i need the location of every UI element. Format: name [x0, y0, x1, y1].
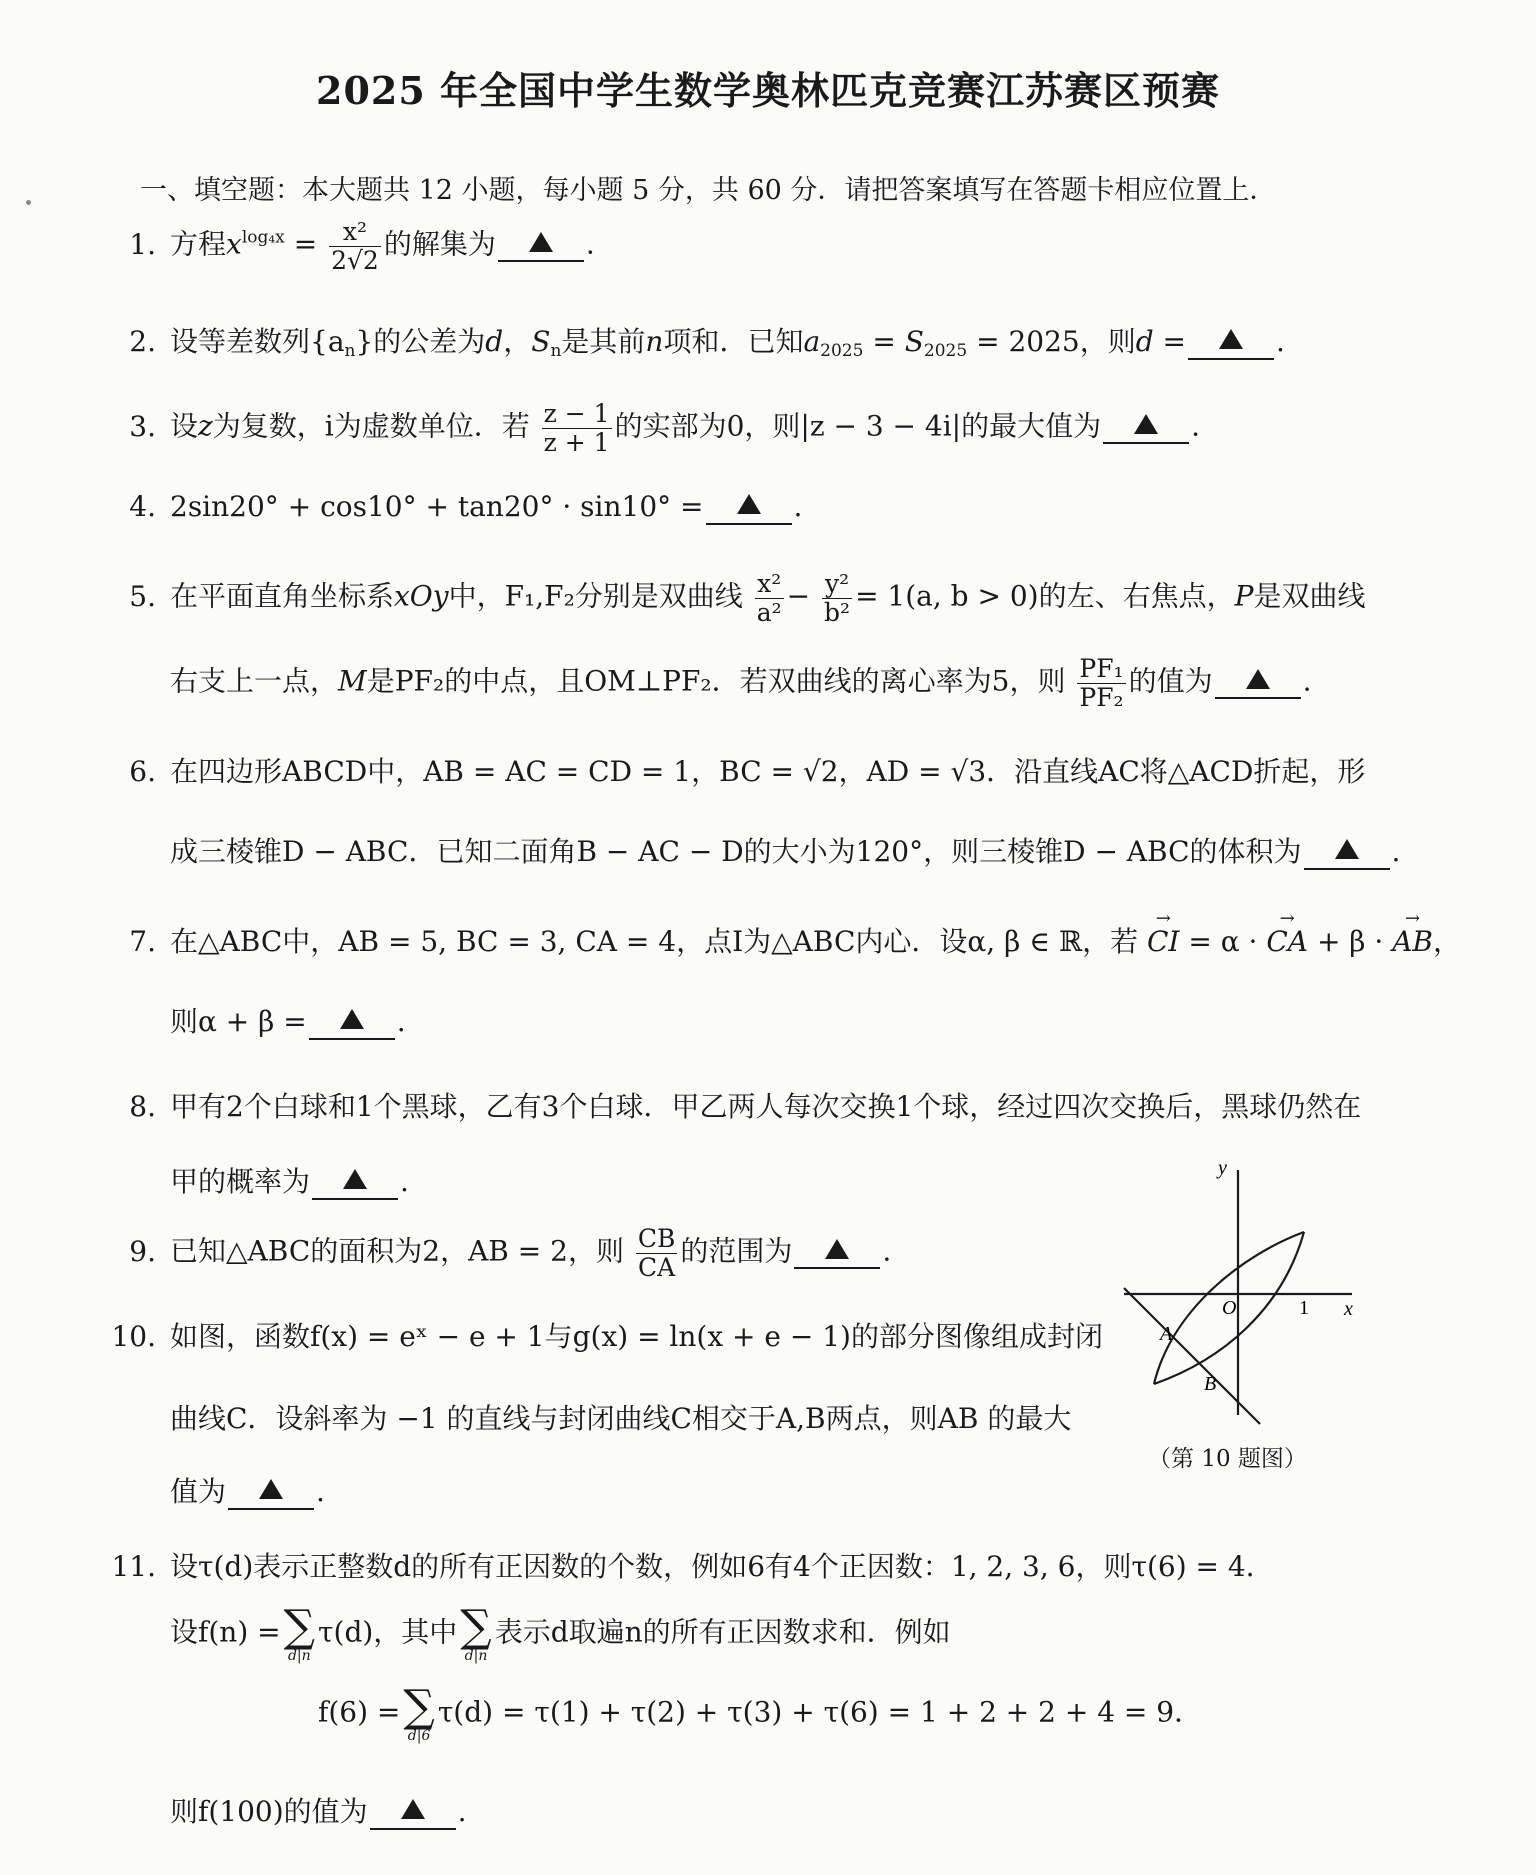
fraction: $\frac{\text{x²}}{\text{a²}}$ [756, 569, 782, 627]
question-7-line-2: 则α + β = . [170, 1005, 406, 1038]
triangle-icon [343, 1169, 367, 1189]
answer-blank[interactable] [228, 1477, 314, 1510]
question-2: 2. 设等差数列$\{a_n\}$的公差为d，$S_n$是其前n项和．已知$a_{2025} = S_{2025} = 2025$，则d = . [100, 320, 1285, 361]
fraction: $\frac{\text{x²}}{2√2}$ [331, 217, 379, 275]
question-5: 5. 在平面直角坐标系xOy中，F₁,F₂分别是双曲线 $\frac{\text{x²}}{\text{a²}}$ − $\frac{\text{y²}}{\text{b²}}$ = 1(a, b > 0)的左、右焦点，P是双曲线 [100, 570, 1365, 626]
question-10-figure [1112, 1160, 1372, 1430]
sum-symbol: ∑ d|n [283, 1601, 316, 1664]
answer-blank[interactable] [706, 492, 792, 525]
question-10: 10. 如图，函数f(x) = eˣ − e + 1与g(x) = ln(x + e − 1)的部分图像组成封闭 [100, 1315, 1103, 1355]
question-number: 5. [129, 579, 156, 613]
question-11-line-2: 设f(n) = ∑ d|n τ(d)，其中 ∑ d|n 表示d取遍n的所有正因数求和．例如 [170, 1601, 951, 1664]
sum-symbol: ∑ d|n [460, 1601, 492, 1664]
label-one: 1 [1299, 1297, 1309, 1319]
question-4: 4. 2sin20° + cos10° + tan20° · sin10° = . [100, 490, 802, 525]
page-title: 2025 年全国中学生数学奥林匹克竞赛江苏赛区预赛 [316, 68, 1220, 113]
triangle-icon [1246, 669, 1270, 689]
question-6: 6. 在四边形ABCD中，AB = AC = CD = 1，BC = √2，AD = √3．沿直线AC将△ACD折起，形 [100, 750, 1365, 790]
answer-blank[interactable] [309, 1007, 395, 1040]
line-slope-minus-one [1124, 1288, 1260, 1424]
fraction: $\frac{z - 1}{z + 1}$ [543, 399, 610, 457]
question-8: 8. 甲有2个白球和1个黑球，乙有3个白球．甲乙两人每次交换1个球，经过四次交换后，黑球仍然在 [100, 1085, 1361, 1125]
question-11-line-4: 则f(100)的值为 . [170, 1795, 467, 1828]
question-number: 2. [129, 325, 156, 358]
question-number: 7. [129, 925, 156, 958]
question-11-line-3: f(6) = ∑ d|6 τ(d) = τ(1) + τ(2) + τ(3) + τ(6) = 1 + 2 + 2 + 4 = 9． [318, 1681, 1203, 1744]
question-number: 11. [111, 1550, 156, 1583]
question-10-line-2: 曲线C．设斜率为 −1 的直线与封闭曲线C相交于A,B两点，则AB 的最大 [170, 1402, 1072, 1435]
question-number: 3. [129, 409, 156, 443]
label-y: y [1218, 1160, 1227, 1179]
fraction: $\frac{\text{PF₁}}{\text{PF₂}}$ [1079, 654, 1124, 712]
question-11: 11. 设τ(d)表示正整数d的所有正因数的个数，例如6有4个正因数：1, 2, 3, 6，则τ(6) = 4． [100, 1545, 1274, 1585]
answer-blank[interactable] [498, 230, 584, 263]
triangle-icon [529, 232, 553, 252]
question-1: 1. 方程$x^{log_4x}$ = $\frac{\text{x²}}{2√2}$ 的解集为 . [100, 218, 595, 274]
triangle-icon [1134, 414, 1158, 434]
answer-blank[interactable] [1304, 837, 1390, 870]
question-number: 9. [129, 1234, 156, 1268]
label-x: x [1344, 1298, 1353, 1320]
fraction: $\frac{CB}{CA}$ [637, 1224, 676, 1282]
triangle-icon [340, 1009, 364, 1029]
answer-blank[interactable] [1103, 412, 1189, 445]
sum-symbol: ∑ d|6 [403, 1681, 435, 1744]
label-B: B [1204, 1373, 1217, 1395]
question-8-line-2: 甲的概率为 . [170, 1165, 409, 1198]
section-heading: 一、填空题：本大题共 12 小题，每小题 5 分，共 60 分．请把答案填写在答题卡相应位置上． [140, 175, 1277, 206]
fraction: $\frac{\text{y²}}{\text{b²}}$ [824, 569, 851, 627]
question-6-line-2: 成三棱锥D − ABC．已知二面角B − AC − D的大小为120°，则三棱锥D − ABC的体积为 . [170, 835, 1401, 868]
question-10-line-3: 值为 . [170, 1475, 325, 1508]
question-5-line-2: 右支上一点，M是PF₂的中点，且OM⊥PF₂．若双曲线的离心率为5，则 $\frac{\text{PF₁}}{\text{PF₂}}$ 的值为 . [170, 654, 1312, 712]
question-number: 8. [129, 1090, 156, 1123]
question-9: 9. 已知△ABC的面积为2，AB = 2，则 $\frac{CB}{CA}$ 的范围为 . [100, 1225, 891, 1281]
question-3: 3. 设z为复数，i为虚数单位．若 $\frac{z - 1}{z + 1}$ 的实部为0，则|z − 3 − 4i|的最大值为 . [100, 400, 1200, 456]
label-A: A [1160, 1323, 1173, 1345]
triangle-icon [737, 494, 761, 514]
answer-blank[interactable] [312, 1167, 398, 1200]
triangle-icon [401, 1799, 425, 1819]
answer-blank[interactable] [370, 1797, 456, 1830]
question-number: 4. [129, 490, 156, 523]
triangle-icon [259, 1479, 283, 1499]
figure-caption: （第 10 题图） [1148, 1446, 1307, 1472]
answer-blank[interactable] [794, 1237, 880, 1270]
triangle-icon [1219, 329, 1243, 349]
question-number: 1. [129, 227, 156, 261]
answer-blank[interactable] [1215, 667, 1301, 700]
question-number: 10. [111, 1320, 156, 1353]
question-number: 6. [129, 755, 156, 788]
scan-speck [26, 200, 31, 205]
label-origin: O [1222, 1297, 1237, 1319]
triangle-icon [1335, 839, 1359, 859]
question-7: 7. 在△ABC中，AB = 5, BC = 3, CA = 4，点I为△ABC内心．设α, β ∈ ℝ，若 → CI = α · → CA + β · → AB， [100, 920, 1461, 960]
answer-blank[interactable] [1188, 327, 1274, 360]
triangle-icon [825, 1239, 849, 1259]
